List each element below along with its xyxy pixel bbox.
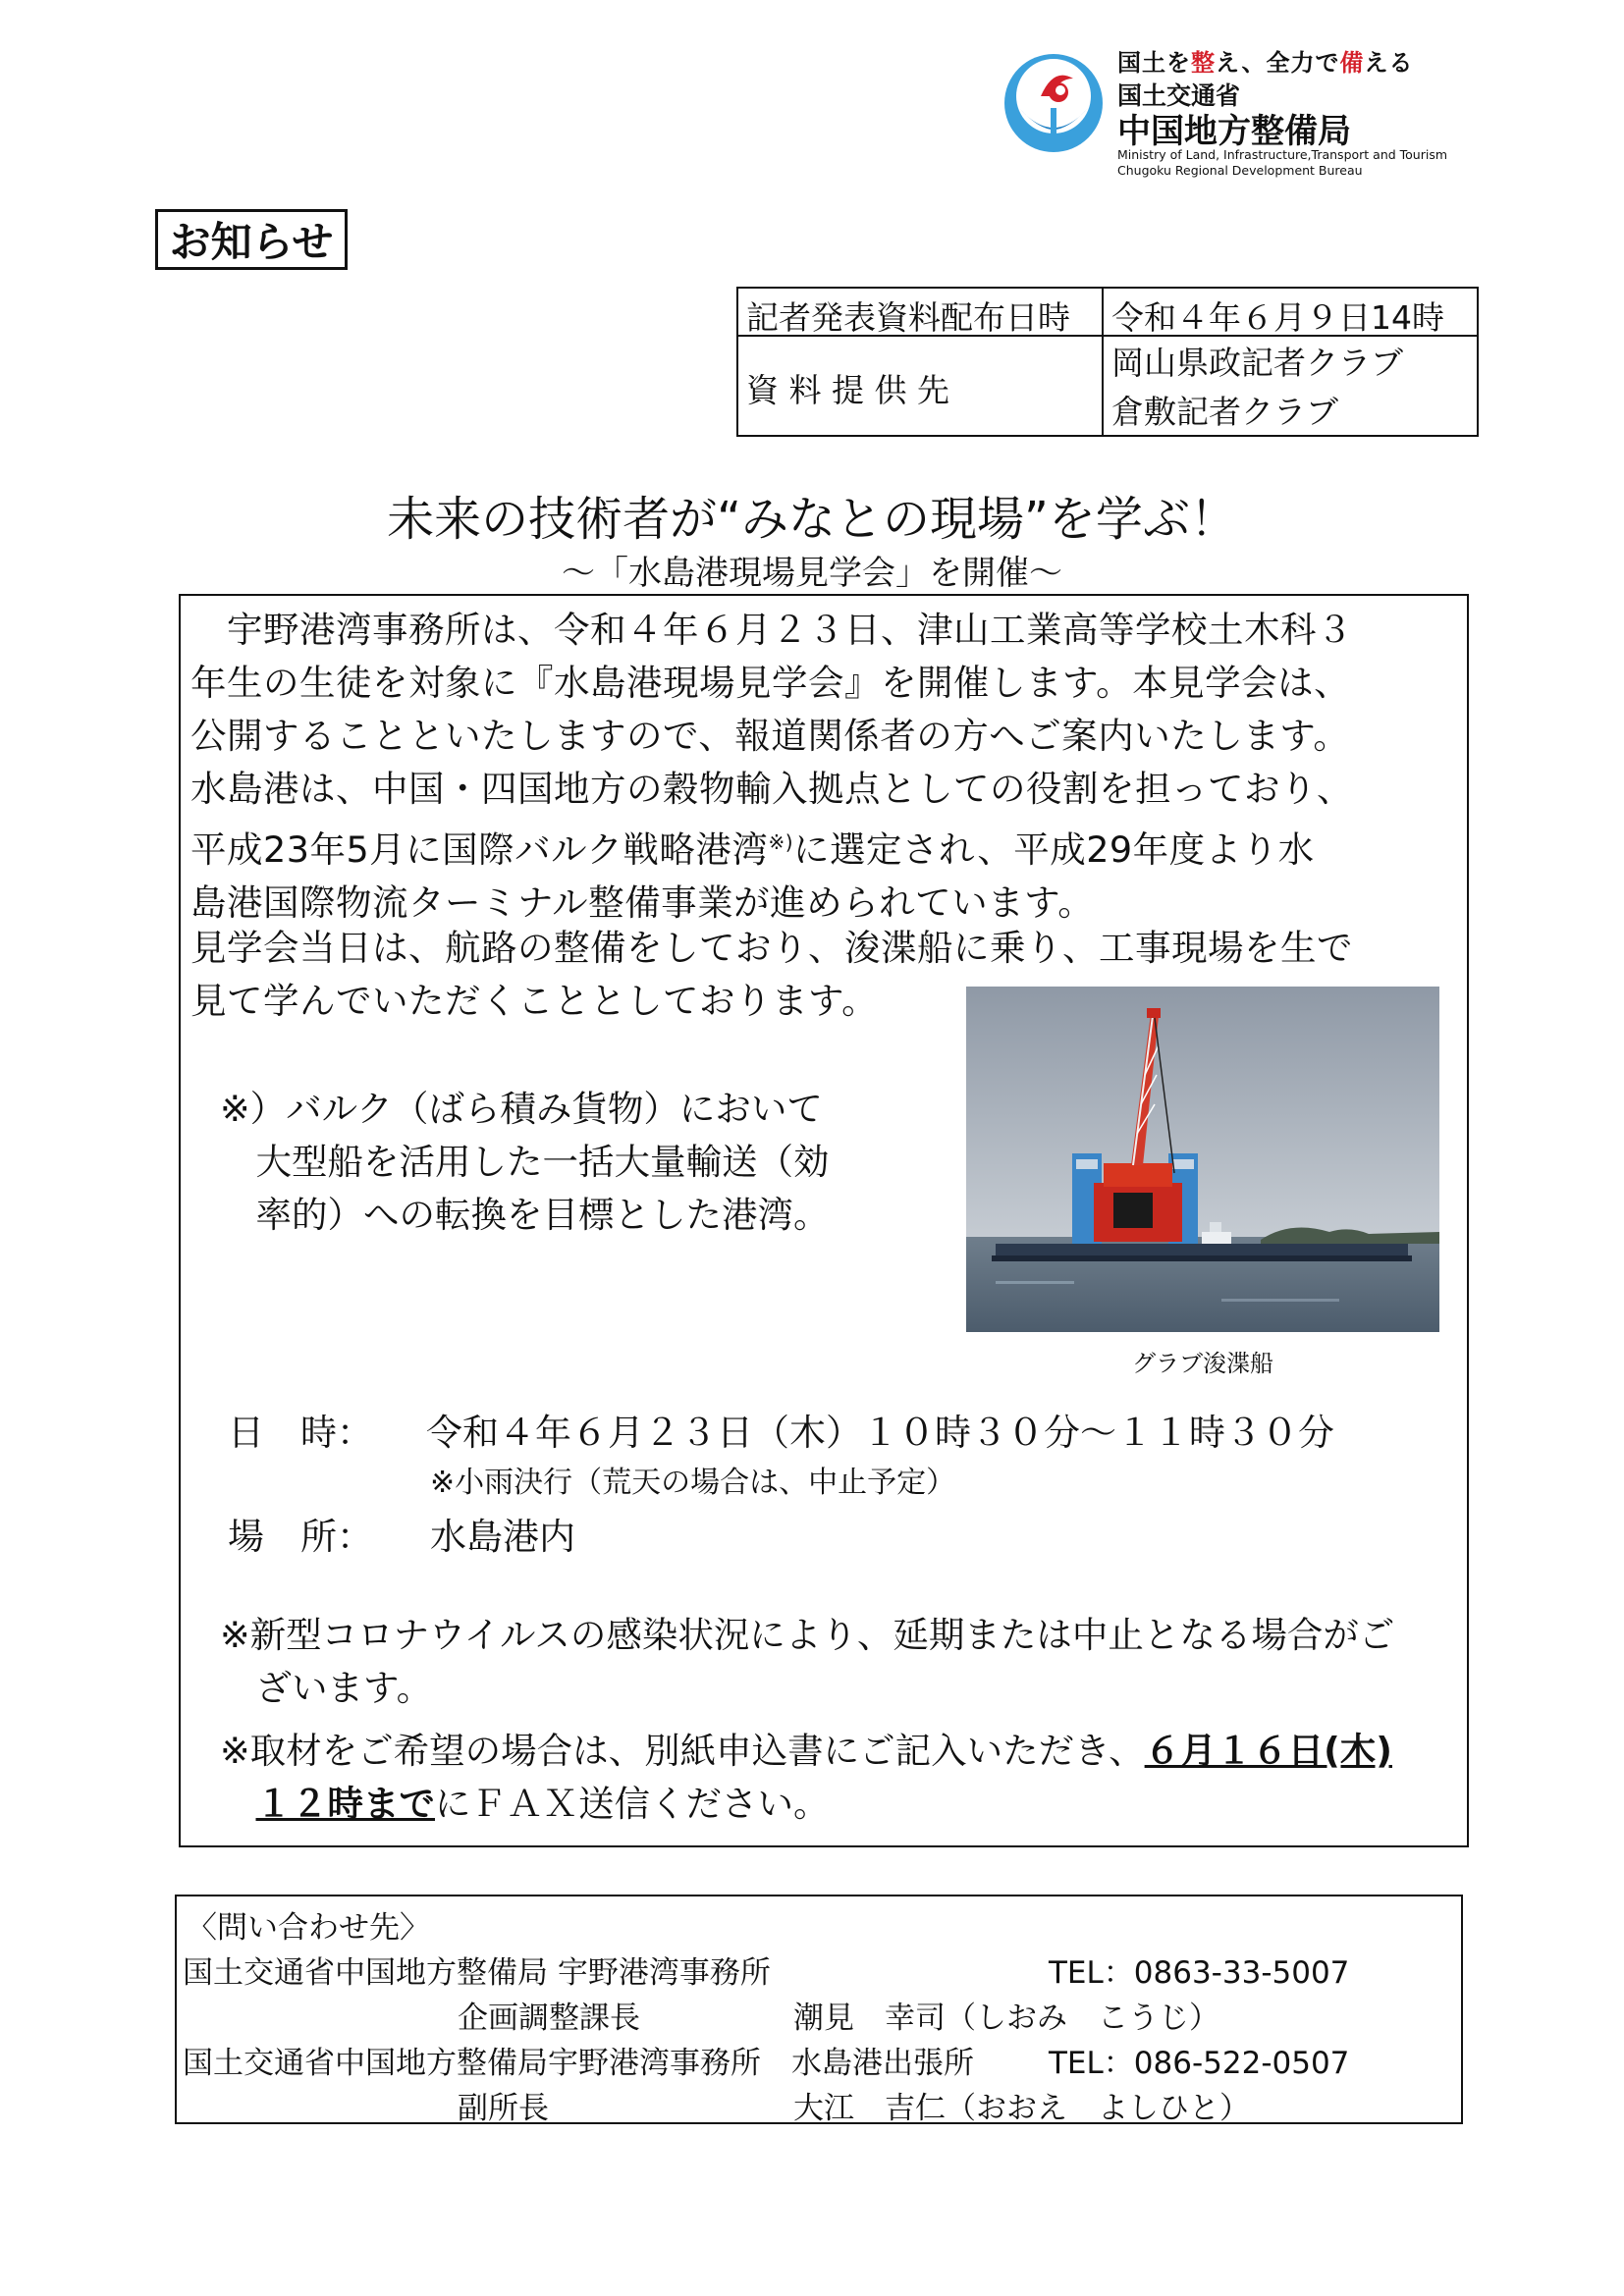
dredger-photo — [966, 987, 1439, 1332]
port-paragraph — [190, 763, 1457, 930]
table-divider-vertical — [1102, 289, 1104, 435]
contact-org-1: 国土交通省中国地方整備局 宇野港湾事務所 — [183, 1955, 771, 1991]
announcement-body — [179, 594, 1469, 1847]
footnote-line: ※）バルク（ばら積み貨物）において — [220, 1088, 823, 1130]
bureau-name-en: Chugoku Regional Development Bureau — [1117, 163, 1363, 178]
contact-tel-2: TEL：086-522-0507 — [1049, 2046, 1350, 2081]
bureau-name-ja: 中国地方整備局 — [1117, 112, 1351, 151]
text-line: 平成23年5月に国際バルク戦略港湾※)に選定され、平成29年度より水 — [190, 828, 1315, 872]
event-place-value: 水島港内 — [430, 1516, 575, 1558]
footnote-line: 大型船を活用した一括大量輸送（効 — [220, 1141, 830, 1183]
slogan: 国土を整え、全力で備える — [1117, 49, 1414, 77]
covid-note — [220, 1609, 1394, 1715]
event-place-label: 場 所： — [228, 1516, 373, 1558]
press-release-table — [736, 287, 1479, 437]
contact-heading: 〈問い合わせ先〉 — [187, 1910, 430, 1946]
note-line: ※取材をご希望の場合は、別紙申込書にご記入いただき、６月１６日(木) — [220, 1730, 1392, 1772]
text-line: 水島港は、中国・四国地方の穀物輸入拠点としての役割を担っており、 — [190, 768, 1353, 810]
contact-name-1: 潮見 幸司（しおみ こうじ） — [793, 2001, 1219, 2036]
page-title: 未来の技術者が“みなとの現場”を学ぶ！ — [387, 492, 1237, 547]
event-date-value: 令和４年６月２３日（木）１０時３０分～１１時３０分 — [426, 1412, 1334, 1454]
contact-org-2: 国土交通省中国地方整備局宇野港湾事務所 水島港出張所 — [183, 2046, 974, 2081]
contact-name-2: 大江 吉仁（おおえ よしひと） — [793, 2091, 1250, 2126]
text-line: 年生の生徒を対象に『水島港現場見学会』を開催します。本見学会は、 — [190, 662, 1351, 704]
text-line: 島港国際物流ターミナル整備事業が進められています。 — [190, 881, 1095, 925]
footnote-marker: ※) — [768, 830, 793, 854]
recipient-value-2: 倉敷記者クラブ — [1111, 393, 1338, 431]
ministry-name-ja: 国土交通省 — [1117, 81, 1241, 110]
text-line: 宇野港湾事務所は、令和４年６月２３日、津山工業高等学校土木科３ — [190, 609, 1353, 651]
contact-box — [175, 1895, 1463, 2124]
contact-role-2: 副所長 — [458, 2091, 549, 2126]
contact-tel-1: TEL：0863-33-5007 — [1049, 1955, 1350, 1991]
page-subtitle: ～「水島港現場見学会」を開催～ — [562, 554, 1062, 593]
release-date-value: 令和４年６月９日14時 — [1111, 298, 1444, 337]
footnote-line: 率的）への転換を目標とした港湾。 — [220, 1194, 830, 1236]
ministry-name-en: Ministry of Land, Infrastructure,Transport and Tourism — [1117, 147, 1448, 162]
ministry-logo — [1000, 39, 1490, 187]
note-line: ざいます。 — [220, 1667, 433, 1709]
event-date-label: 日 時： — [228, 1412, 373, 1454]
deadline-date: ６月１６日(木) — [1144, 1730, 1392, 1772]
event-date-note: ※小雨決行（荒天の場合は、中止予定） — [430, 1466, 956, 1500]
footnote — [220, 1083, 830, 1242]
note-line: １２時までにＦＡＸ送信ください。 — [255, 1783, 830, 1825]
intro-paragraph — [190, 604, 1457, 763]
deadline-time: １２時まで — [255, 1783, 435, 1825]
recipient-label: 資 料 提 供 先 — [746, 371, 949, 409]
bureau-logo-icon — [1000, 49, 1108, 157]
application-note — [220, 1725, 1392, 1831]
contact-role-1: 企画調整課長 — [458, 2001, 640, 2036]
notice-label: お知らせ — [155, 209, 348, 270]
note-line: ※新型コロナウイルスの感染状況により、延期または中止となる場合がご — [220, 1614, 1395, 1656]
text-line: 公開することといたしますので、報道関係者の方へご案内いたします。 — [190, 715, 1350, 757]
photo-caption: グラブ浚渫船 — [1132, 1350, 1273, 1377]
recipient-value-1: 岡山県政記者クラブ — [1111, 344, 1403, 382]
text-line: 見学会当日は、航路の整備をしており、浚渫船に乗り、工事現場を生で — [190, 927, 1353, 969]
release-date-label: 記者発表資料配布日時 — [746, 298, 1070, 337]
text-line: 見て学んでいただくこととしております。 — [190, 980, 879, 1022]
